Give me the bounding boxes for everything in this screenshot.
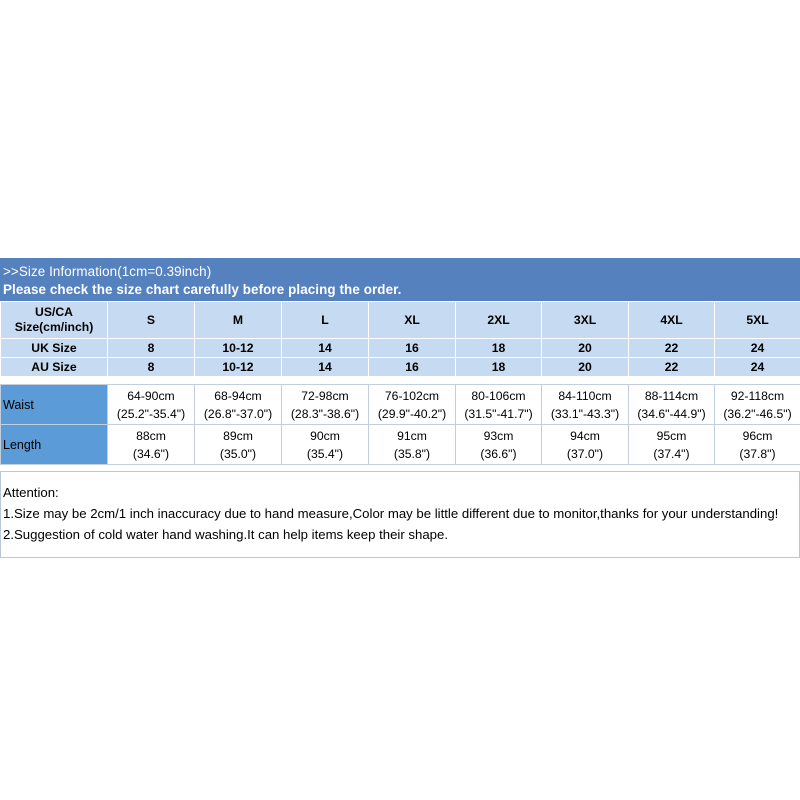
cm-value: 89cm: [223, 428, 253, 443]
cm-value: 68-94cm: [214, 388, 262, 403]
cm-value: 72-98cm: [301, 388, 349, 403]
inch-value: (36.6"): [480, 446, 517, 461]
row-label: US/CA Size(cm/inch): [1, 302, 108, 339]
measurement-cell: [108, 385, 195, 425]
size-cell: XL: [369, 302, 456, 339]
measurement-label: Waist: [1, 385, 108, 425]
cm-value: 92-118cm: [730, 388, 785, 403]
measurement-cell: [195, 385, 282, 425]
attention-note-1: 1.Size may be 2cm/1 inch inaccuracy due to hand measure,Color may be little different due to monitor,thanks for your understanding!: [3, 506, 779, 521]
size-cell: 20: [542, 358, 629, 377]
cm-value: 64-90cm: [127, 388, 175, 403]
size-cell: 18: [456, 358, 542, 377]
measurement-cell: [456, 425, 542, 465]
us-ca-size-row: [1, 302, 800, 339]
inch-value: (37.0"): [566, 446, 604, 461]
attention-note-2: 2.Suggestion of cold water hand washing.It can help items keep their shape.: [3, 527, 448, 542]
waist-row: [1, 385, 800, 425]
measurement-cell: [108, 425, 195, 465]
header-instruction: Please check the size chart carefully before placing the order.: [3, 282, 402, 297]
measurement-cell: [369, 425, 456, 465]
measurement-table: [0, 384, 800, 465]
measurement-cell: [629, 385, 715, 425]
size-cell: 5XL: [715, 302, 800, 339]
attention-notes: [0, 471, 800, 558]
size-cell: 3XL: [542, 302, 629, 339]
inch-value: (35.4"): [306, 446, 344, 461]
measurement-cell: [629, 425, 715, 465]
cm-value: 90cm: [310, 428, 340, 443]
size-cell: 14: [282, 358, 369, 377]
row-label: UK Size: [1, 339, 108, 358]
measurement-cell: [456, 385, 542, 425]
measurement-cell: [369, 385, 456, 425]
uk-size-row: [1, 339, 800, 358]
inch-value: (35.0"): [219, 446, 257, 461]
size-cell: M: [195, 302, 282, 339]
size-cell: 16: [369, 358, 456, 377]
measurement-cell: [542, 385, 629, 425]
inch-value: (34.6"): [132, 446, 170, 461]
cm-value: 91cm: [397, 428, 427, 443]
size-cell: 14: [282, 339, 369, 358]
inch-value: (25.2"-35.4"): [116, 406, 186, 421]
size-cell: 22: [629, 358, 715, 377]
attention-title: Attention:: [3, 485, 59, 500]
cm-value: 80-106cm: [471, 388, 526, 403]
size-chart: [0, 258, 800, 558]
size-cell: 24: [715, 339, 800, 358]
cm-value: 88-114cm: [644, 388, 699, 403]
cm-value: 94cm: [570, 428, 600, 443]
inch-value: (31.5"-41.7"): [464, 406, 533, 421]
au-size-row: [1, 358, 800, 377]
size-cell: 8: [108, 358, 195, 377]
inch-value: (36.2"-46.5"): [723, 406, 792, 421]
size-cell: 4XL: [629, 302, 715, 339]
cm-value: 95cm: [656, 428, 687, 443]
size-info-header: [0, 258, 800, 301]
size-cell: L: [282, 302, 369, 339]
measurement-cell: [282, 385, 369, 425]
inch-value: (37.4"): [653, 446, 690, 461]
header-title: >>Size Information(1cm=0.39inch): [3, 264, 212, 279]
size-cell: 16: [369, 339, 456, 358]
measurement-cell: [542, 425, 629, 465]
size-cell: 8: [108, 339, 195, 358]
inch-value: (35.8"): [393, 446, 431, 461]
cm-value: 93cm: [483, 428, 514, 443]
cm-value: 76-102cm: [384, 388, 440, 403]
measurement-label: Length: [1, 425, 108, 465]
measurement-cell: [715, 385, 800, 425]
size-cell: 18: [456, 339, 542, 358]
size-cell: 10-12: [195, 339, 282, 358]
size-cell: 20: [542, 339, 629, 358]
cm-value: 88cm: [136, 428, 166, 443]
measurement-cell: [715, 425, 800, 465]
measurement-cell: [195, 425, 282, 465]
inch-value: (33.1"-43.3"): [550, 406, 620, 421]
inch-value: (26.8"-37.0"): [203, 406, 273, 421]
inch-value: (37.8"): [739, 446, 776, 461]
inch-value: (34.6"-44.9"): [637, 406, 706, 421]
size-cell: 10-12: [195, 358, 282, 377]
measurement-cell: [282, 425, 369, 465]
size-cell: 22: [629, 339, 715, 358]
length-row: [1, 425, 800, 465]
size-cell: 2XL: [456, 302, 542, 339]
inch-value: (29.9"-40.2"): [377, 406, 447, 421]
row-label: AU Size: [1, 358, 108, 377]
cm-value: 96cm: [742, 428, 773, 443]
cm-value: 84-110cm: [558, 388, 612, 403]
size-cell: 24: [715, 358, 800, 377]
size-conversion-table: [0, 301, 800, 377]
inch-value: (28.3"-38.6"): [290, 406, 360, 421]
size-cell: S: [108, 302, 195, 339]
